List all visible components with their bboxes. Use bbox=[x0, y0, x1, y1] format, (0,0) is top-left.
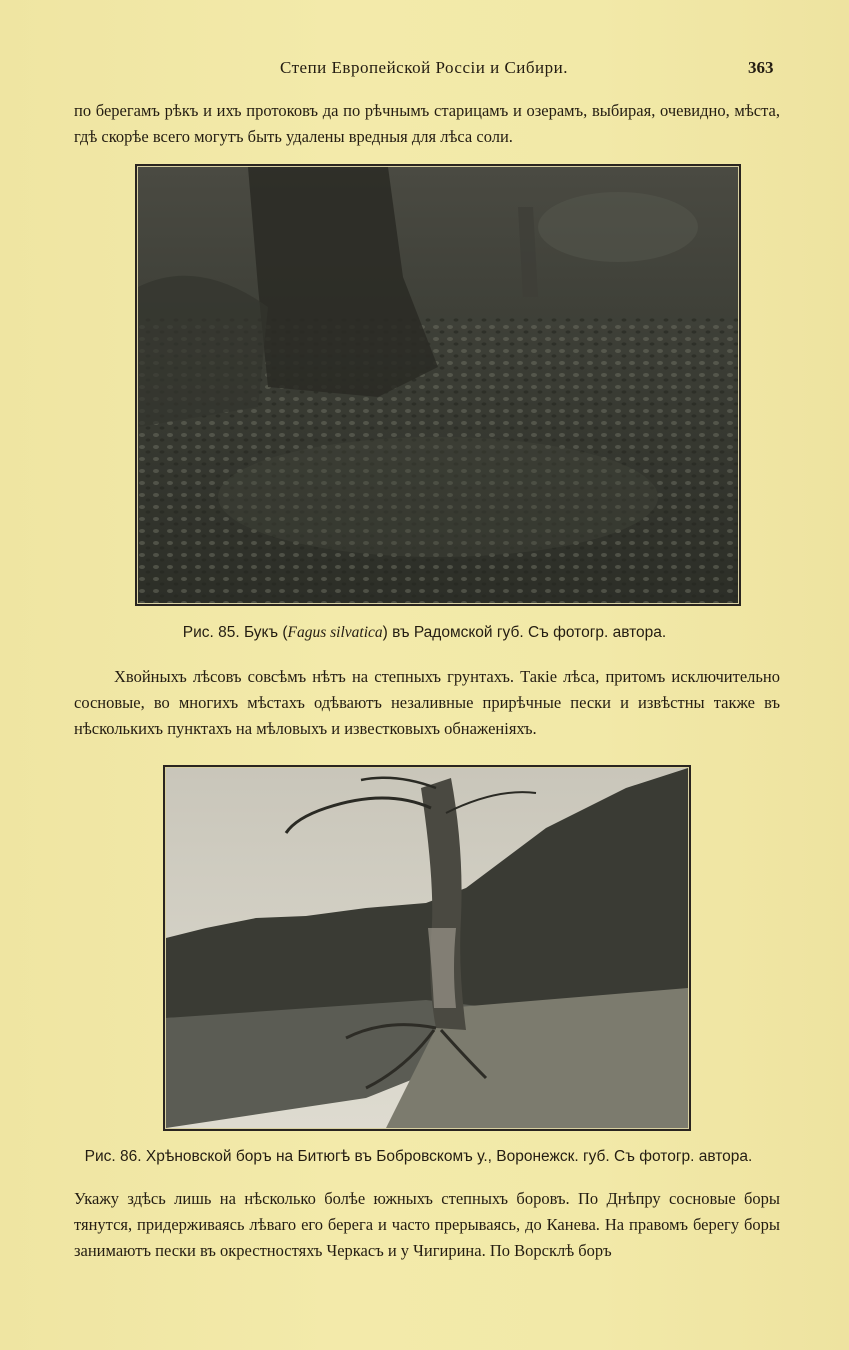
paragraph-top: по берегамъ рѣкъ и ихъ протоковъ да по рѣчнымъ старицамъ и озерамъ, выбирая, очевидно, мѣста, гдѣ скорѣе всего могутъ быть удалены вредныя для лѣса соли. bbox=[74, 101, 780, 146]
page-number: 363 bbox=[748, 58, 774, 77]
paragraph-middle: Хвойныхъ лѣсовъ совсѣмъ нѣтъ на степныхъ грунтахъ. Такіе лѣса, притомъ исключительно сосновые, во многихъ мѣстахъ одѣваютъ незаливные прирѣчные пески и извѣстны также въ нѣсколькихъ пунктахъ на мѣловыхъ и известковыхъ обнаженіяхъ. bbox=[74, 667, 780, 738]
caption-85-prefix: Рис. 85. Букъ ( bbox=[182, 624, 288, 641]
caption-85-suffix: ) въ Радомской губ. Съ фотогр. автора. bbox=[382, 624, 667, 641]
figure-86-photo bbox=[163, 765, 691, 1131]
figure-85-photo bbox=[135, 164, 741, 606]
pine-forest-river-image bbox=[166, 768, 688, 1128]
caption-85-latin: Fagus silvatica bbox=[287, 624, 383, 641]
running-head bbox=[0, 58, 849, 80]
figure-85-caption bbox=[0, 624, 849, 642]
figure-86-caption: Рис. 86. Хрѣновской боръ на Битюгѣ въ Бобровскомъ у., Воронежск. губ. Съ фотогр. автора. bbox=[84, 1148, 753, 1165]
beech-forest-image bbox=[138, 167, 738, 603]
running-title: Степи Европейской Россіи и Сибири. bbox=[280, 58, 568, 77]
paragraph-bottom: Укажу здѣсь лишь на нѣсколько болѣе южныхъ степныхъ боровъ. По Днѣпру сосновые боры тянутся, придерживаясь лѣваго его берега и часто прерываясь, до Канева. На правомъ берегу боры занимаютъ пески въ окрестностяхъ Черкасъ и у Чигирина. По Ворсклѣ боръ bbox=[74, 1189, 780, 1260]
